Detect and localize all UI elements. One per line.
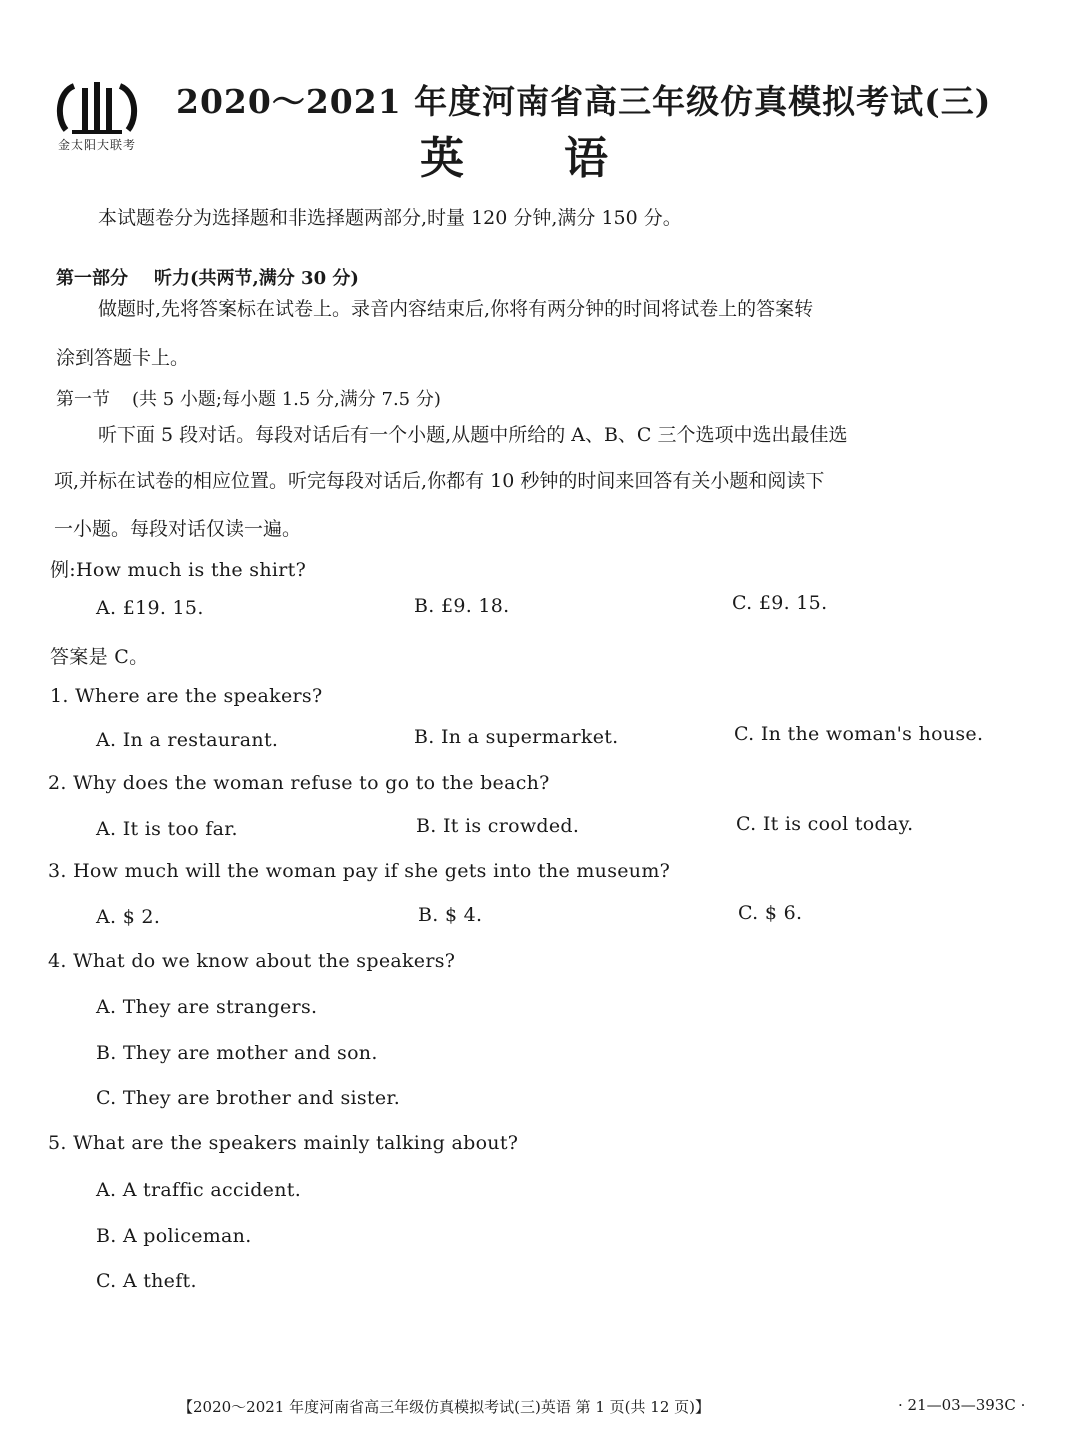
question-1-option-b: B. In a supermarket. xyxy=(414,726,619,748)
section1-instruction-line2: 项,并标在试卷的相应位置。听完每段对话后,你都有 10 秒钟的时间来回答有关小题和阅读下 xyxy=(54,470,825,492)
question-5-option-c: C. A theft. xyxy=(96,1270,197,1292)
part1-instruction-line1: 做题时,先将答案标在试卷上。录音内容结束后,你将有两分钟的时间将试卷上的答案转 xyxy=(98,298,814,320)
example-answer: 答案是 C。 xyxy=(50,646,149,668)
section1-label: 第一节 xyxy=(56,389,110,410)
question-2-option-c: C. It is cool today. xyxy=(736,813,914,835)
question-4-option-a: A. They are strangers. xyxy=(96,996,318,1018)
part1-title: 听力(共两节,满分 30 分) xyxy=(154,268,359,289)
question-5: 5. What are the speakers mainly talking about? xyxy=(48,1132,519,1154)
exam-code: · 21—03—393C · xyxy=(898,1396,1026,1414)
question-1: 1. Where are the speakers? xyxy=(50,685,323,707)
question-2: 2. Why does the woman refuse to go to the beach? xyxy=(48,772,550,794)
section1-instruction-line1: 听下面 5 段对话。每段对话后有一个小题,从题中所给的 A、B、C 三个选项中选出最佳选 xyxy=(98,424,848,446)
part1-label: 第一部分 xyxy=(56,268,128,289)
exam-title: 2020～2021 年度河南省高三年级仿真模拟考试(三) xyxy=(176,82,992,121)
question-1-option-c: C. In the woman's house. xyxy=(734,723,984,745)
example-option-b: B. £9. 18. xyxy=(414,595,510,617)
exam-subject: 英语 xyxy=(420,133,708,184)
example-question: 例:How much is the shirt? xyxy=(50,559,307,581)
question-3-option-b: B. $ 4. xyxy=(418,904,483,926)
question-3-option-a: A. $ 2. xyxy=(96,906,161,928)
logo-caption: 金太阳大联考 xyxy=(58,138,137,152)
section1-info: (共 5 小题;每小题 1.5 分,满分 7.5 分) xyxy=(132,389,441,410)
question-1-option-a: A. In a restaurant. xyxy=(96,729,279,751)
question-4-option-c: C. They are brother and sister. xyxy=(96,1087,401,1109)
question-3: 3. How much will the woman pay if she gets into the museum? xyxy=(48,860,671,882)
question-5-option-a: A. A traffic accident. xyxy=(96,1179,302,1201)
example-option-c: C. £9. 15. xyxy=(732,592,828,614)
part1-instruction-line2: 涂到答题卡上。 xyxy=(56,347,190,369)
question-4: 4. What do we know about the speakers? xyxy=(48,950,456,972)
example-option-a: A. £19. 15. xyxy=(96,597,204,619)
section1-instruction-line3: 一小题。每段对话仅读一遍。 xyxy=(54,518,302,540)
part1-heading xyxy=(56,264,359,290)
question-4-option-b: B. They are mother and son. xyxy=(96,1042,378,1064)
stylized-column-logo-icon xyxy=(52,78,142,138)
question-2-option-a: A. It is too far. xyxy=(96,818,238,840)
exam-intro: 本试题卷分为选择题和非选择题两部分,时量 120 分钟,满分 150 分。 xyxy=(98,207,682,229)
section1-heading xyxy=(56,385,441,411)
question-3-option-c: C. $ 6. xyxy=(738,902,803,924)
page-footer: 【2020～2021 年度河南省高三年级仿真模拟考试(三)英语 第 1 页(共 12 页)】 xyxy=(178,1398,710,1416)
question-2-option-b: B. It is crowded. xyxy=(416,815,580,837)
question-5-option-b: B. A policeman. xyxy=(96,1225,252,1247)
